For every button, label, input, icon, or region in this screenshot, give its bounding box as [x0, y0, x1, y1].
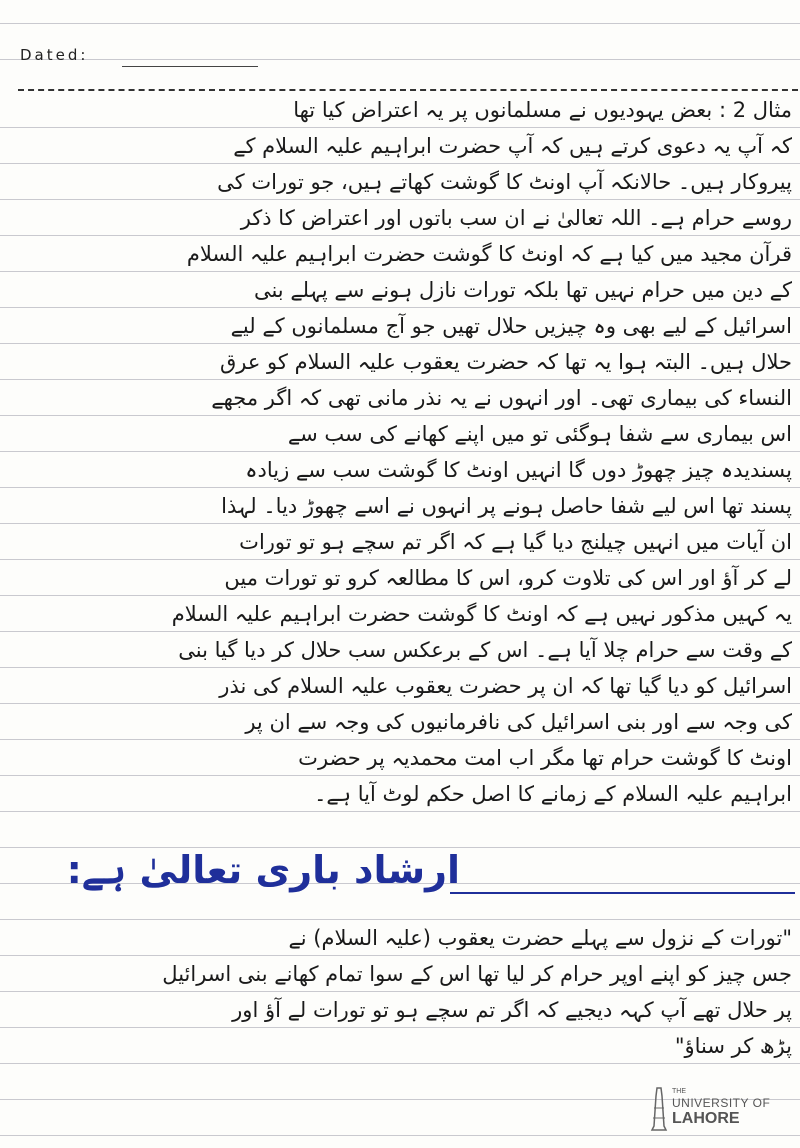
- text-line: کی وجہ سے اور بنی اسرائیل کی نافرمانیوں کی وجہ سے ان پر: [245, 710, 792, 734]
- stamp-city: LAHORE: [672, 1110, 740, 1127]
- text-line: مثال 2 : بعض یہودیوں نے مسلمانوں پر یہ اعتراض کیا تھا: [293, 98, 792, 122]
- text-line: اس بیماری سے شفا ہوگئی تو میں اپنے کھانے کی سب سے: [287, 422, 792, 446]
- text-line: حلال ہیں۔ البتہ ہوا یہ تھا کہ حضرت یعقوب علیہ السلام کو عرق: [219, 350, 792, 374]
- quote-line: "تورات کے نزول سے پہلے حضرت یعقوب (علیہ السلام) نے: [288, 926, 792, 950]
- university-stamp: [642, 1086, 792, 1134]
- heading-underline: [450, 892, 795, 894]
- text-line: ان آیات میں انہیں چیلنج دیا گیا ہے کہ اگر تم سچے ہو تو تورات: [239, 530, 792, 554]
- text-line: روسے حرام ہے۔ اللہ تعالیٰ نے ان سب باتوں اور اعتراض کا ذکر: [240, 206, 792, 230]
- text-line: اونٹ کا گوشت حرام تھا مگر اب امت محمدیہ پر حضرت: [298, 746, 792, 770]
- text-line: اسرائیل کے لیے بھی وہ چیزیں حلال تھیں جو آج مسلمانوں کے لیے: [230, 314, 792, 338]
- text-line: پیروکار ہیں۔ حالانکہ آپ اونٹ کا گوشت کھاتے ہیں، جو تورات کی: [217, 170, 792, 194]
- text-line: پسندیدہ چیز چھوڑ دوں گا انہیں اونٹ کا گوشت سب سے زیادہ: [245, 458, 792, 482]
- quote-line: پر حلال تھے آپ کہہ دیجیے کہ اگر تم سچے ہو تو تورات لے آؤ اور: [232, 998, 792, 1022]
- text-line: قرآن مجید میں کیا ہے کہ اونٹ کا گوشت حضرت ابراہیم علیہ السلام: [186, 242, 792, 266]
- text-line: النساء کی بیماری تھی۔ اور انہوں نے یہ نذر مانی تھی کہ اگر مجھے: [211, 386, 792, 410]
- dated-blank-line: [122, 66, 258, 67]
- text-line: پسند تھا اس لیے شفا حاصل ہونے پر انہوں نے اسے چھوڑ دیا۔ لہذا: [221, 494, 792, 518]
- text-line: کہ آپ یہ دعوی کرتے ہیں کہ آپ حضرت ابراہیم علیہ السلام کے: [233, 134, 792, 158]
- quote-line: پڑھ کر سناؤ": [674, 1034, 792, 1058]
- stamp-the: THE: [672, 1088, 686, 1095]
- text-line: ابراہیم علیہ السلام کے زمانے کا اصل حکم لوٹ آیا ہے۔: [314, 782, 792, 806]
- text-line: کے دین میں حرام نہیں تھا بلکہ تورات نازل ہونے سے پہلے بنی: [253, 278, 792, 302]
- paragraph-main: [8, 92, 792, 812]
- header-rule: [18, 89, 798, 91]
- dated-label: Dated:: [20, 46, 89, 64]
- stamp-university: UNIVERSITY OF: [672, 1096, 771, 1110]
- tower-logo-icon: [648, 1086, 670, 1132]
- section-heading: ارشاد باری تعالیٰ ہے:: [66, 848, 460, 892]
- text-line: کے وقت سے حرام چلا آیا ہے۔ اس کے برعکس سب حلال کر دیا گیا بنی: [178, 638, 792, 662]
- quote-block: [8, 920, 792, 1064]
- text-line: یہ کہیں مذکور نہیں ہے کہ اونٹ کا گوشت حضرت ابراہیم علیہ السلام: [171, 602, 792, 626]
- text-line: لے کر آؤ اور اس کی تلاوت کرو، اس کا مطالعہ کرو تو تورات میں: [224, 566, 792, 590]
- quote-line: جس چیز کو اپنے اوپر حرام کر لیا تھا اس کے سوا تمام کھانے بنی اسرائیل: [162, 962, 792, 986]
- text-line: اسرائیل کو دیا گیا تھا کہ ان پر حضرت یعقوب علیہ السلام کی نذر: [219, 674, 792, 698]
